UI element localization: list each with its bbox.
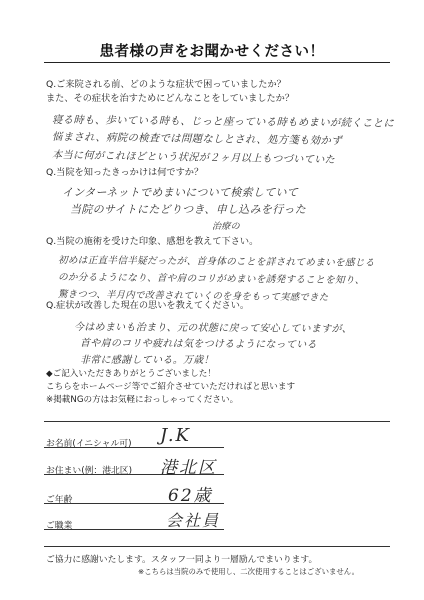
answer-3-line-1: 初めは正直半信半疑だったが、首身体のことを詳されてめまいを感じる — [57, 255, 375, 269]
note-publish: こちらをホームページ等でご紹介させていただければと思います — [46, 382, 296, 392]
question-2-line-1: Q.当院を知ったきっかけは何ですか？ — [46, 167, 204, 178]
field-residence-value: 港北区 — [160, 458, 217, 478]
question-1-line-2: また、その症状を治すためにどんなことをしていましたか？ — [46, 93, 295, 104]
field-name-label: お名前(イニシャル可) — [46, 439, 132, 449]
field-name-value: J.K — [160, 425, 191, 446]
field-occupation-value: 会社員 — [166, 511, 221, 530]
field-name-line — [44, 447, 224, 448]
field-age-line — [44, 503, 224, 504]
answer-3-line-3: 驚きつつ、半月内で改善されていくのを身をもって実感できた — [57, 289, 329, 304]
footer-disclaimer: ※こちらは当院のみで使用し、二次使用することはございません。 — [138, 567, 359, 576]
question-3-line-1: Q.当院の施術を受けた印象、感想を教えて下さい。 — [46, 236, 259, 247]
answer-2-line-2: 当院のサイトにたどりつき、申し込みを行った — [70, 203, 307, 216]
field-occupation-line — [44, 529, 224, 530]
answer-1-line-1: 寝る時も、歩いている時も、じっと座っている時もめまいが続くことに — [51, 114, 395, 130]
note-publish-ng: ※掲載NGの方はお気軽におっしゃってください。 — [46, 395, 239, 405]
answer-2-line-1: インターネットでめまいについて検索していて — [62, 186, 299, 199]
question-4-line-1: Q.症状が改善した現在の思いを教えてください。 — [46, 300, 250, 311]
question-1-line-1: Q.ご来院される前、どのような症状で困っていましたか？ — [46, 79, 286, 90]
field-occupation-label: ご職業 — [46, 521, 73, 531]
field-age-label: ご年齢 — [46, 495, 73, 505]
answer-4-line-3: 非常に感謝している。万歳！ — [80, 355, 214, 366]
page-title: 患者様の声をお聞かせください！ — [99, 44, 325, 60]
answer-4-line-1: 今はめまいも治まり、元の状態に戻って安心していますが、 — [73, 322, 353, 335]
answer-1-line-3: 本当に何がこれほどという状況が２ヶ月以上もつづいていた — [51, 150, 336, 166]
field-residence-line — [44, 474, 224, 475]
footer-thanks: ご協力に感謝いたします。スタッフ一同より一層励んでまいります。 — [46, 555, 318, 565]
answer-4-line-2: 首や肩のコリや疲れは気をつけるようになっている — [79, 338, 317, 351]
footer-divider — [44, 546, 390, 547]
field-residence-label: お住まい(例：港北区) — [46, 466, 133, 476]
answer-1-line-2: 悩まされ、病院の検査では問題なしとされ、処方箋も効かず — [51, 131, 342, 148]
fields-divider — [44, 421, 390, 422]
title-divider — [44, 62, 390, 63]
answer-3-line-2: のか分るようになり、首や肩のコリがめまいを誘発することを知り、 — [57, 272, 365, 287]
answer-2-line-3: 治療の — [212, 222, 240, 232]
note-thanks: ◆ご記入いただきありがとうございました！ — [46, 369, 216, 379]
field-age-value: 62歳 — [168, 486, 213, 506]
